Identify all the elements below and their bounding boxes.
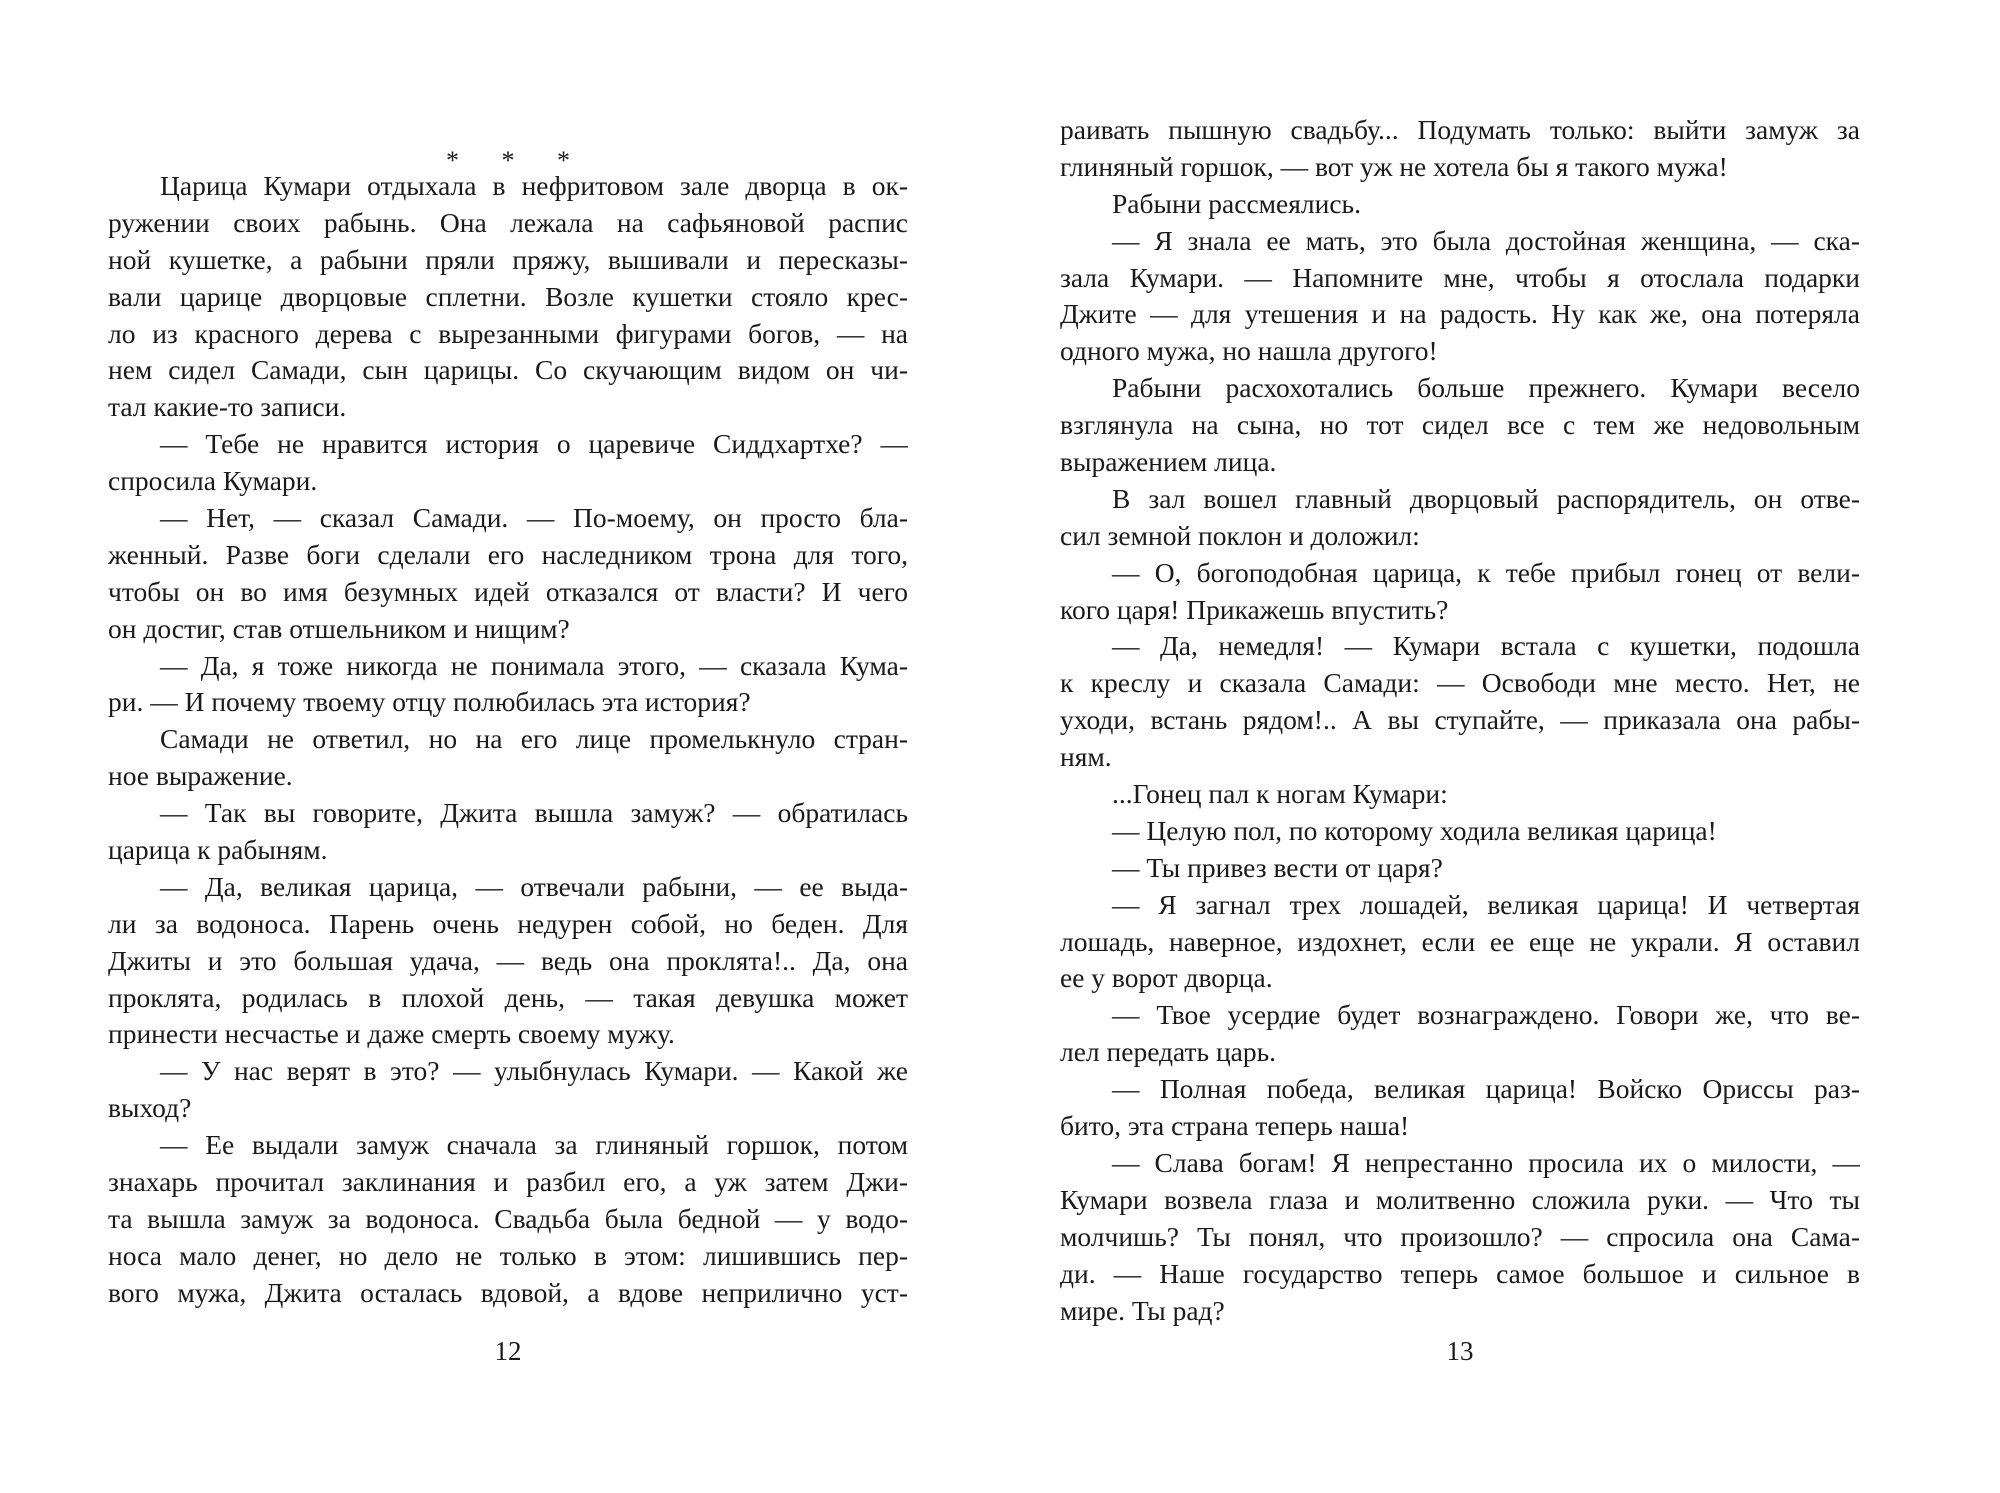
text-line: та вышла замуж за водоноса. Свадьба была бедной — у водо- [108, 1202, 908, 1234]
text-line: В зал вошел главный дворцовый распорядитель, он отве- [1112, 482, 1860, 514]
text-line: зала Кумари. — Напомните мне, чтобы я отослала подарки [1060, 261, 1860, 293]
text-line: выражением лица. [1060, 446, 1277, 478]
text-line: лел передать царь. [1060, 1036, 1277, 1068]
text-line: — Твое усердие будет вознаграждено. Говори же, что ве- [1112, 999, 1860, 1031]
text-line: ли за водоноса. Парень очень недурен собой, но беден. Для [108, 907, 908, 939]
text-line: вали царице дворцовые сплетни. Возле кушетки стояло крес- [108, 280, 908, 312]
text-line: вого мужа, Джита осталась вдовой, а вдове неприлично уст- [108, 1276, 908, 1308]
text-line: одного мужа, но нашла другого! [1060, 335, 1438, 367]
text-line: знахарь прочитал заклинания и разбил его, а уж затем Джи- [108, 1166, 908, 1198]
text-line: — Я загнал трех лошадей, великая царица! И четвертая [1112, 888, 1860, 920]
text-line: Царица Кумари отдыхала в нефритовом зале дворца в ок- [160, 170, 908, 201]
page-number-right: 13 [1446, 1336, 1474, 1366]
text-line: бито, эта страна теперь наша! [1060, 1110, 1410, 1142]
text-line: ное выражение. [108, 760, 293, 792]
page-number-left: 12 [494, 1336, 522, 1366]
text-line: — О, богоподобная царица, к тебе прибыл гонец от вели- [1112, 556, 1860, 588]
text-line: — Ты привез вести от царя? [1112, 851, 1443, 883]
text-line: молчишь? Ты понял, что произошло? — спросила она Сама- [1060, 1220, 1860, 1252]
text-line: — Слава богам! Я непрестанно просила их о милости, — [1112, 1146, 1860, 1178]
text-line: к креслу и сказала Самади: — Освободи мне место. Нет, не [1060, 667, 1860, 699]
text-line: Рабыни расхохотались больше прежнего. Кумари весело [1112, 372, 1860, 404]
text-line: ...Гонец пал к ногам Кумари: [1112, 778, 1448, 810]
text-line: — Полная победа, великая царица! Войско Ориссы раз- [1112, 1073, 1860, 1105]
text-line: уходи, встань рядом!.. А вы ступайте, — приказала она рабы- [1060, 704, 1860, 736]
text-line: выход? [108, 1092, 192, 1124]
text-line: глиняный горшок, — вот уж не хотела бы я такого мужа! [1060, 150, 1728, 182]
text-line: проклята, родилась в плохой день, — такая девушка может [108, 981, 908, 1013]
text-line: принести несчастье и даже смерть своему мужу. [108, 1018, 675, 1050]
section-separator: * * * [446, 146, 588, 175]
text-line: — Я знала ее мать, это была достойная женщина, — ска- [1112, 224, 1860, 256]
text-line: мире. Ты рад? [1060, 1294, 1225, 1326]
text-line: — Тебе не нравится история о царевиче Сиддхартхе? — [160, 428, 908, 460]
text-line: тал какие-то записи. [108, 391, 347, 423]
left-page [108, 0, 908, 1493]
text-line: — Так вы говорите, Джита вышла замуж? — обратилась [160, 797, 908, 829]
text-line: — У нас верят в это? — улыбнулась Кумари. — Какой же [160, 1055, 908, 1087]
text-line: ло из красного дерева с вырезанными фигурами богов, — на [108, 317, 908, 349]
text-line: — Да, немедля! — Кумари встала с кушетки, подошла [1112, 630, 1860, 662]
text-line: ди. — Наше государство теперь самое большое и сильное в [1060, 1257, 1860, 1289]
text-line: кого царя! Прикажешь впустить? [1060, 593, 1449, 625]
text-line: спросила Кумари. [108, 465, 318, 497]
text-line: ной кушетке, а рабыни пряли пряжу, вышивали и пересказы- [108, 243, 908, 275]
text-line: — Да, я тоже никогда не понимала этого, — сказала Кума- [160, 649, 908, 681]
text-line: — Ее выдали замуж сначала за глиняный горшок, потом [160, 1129, 908, 1161]
text-line: лошадь, наверное, издохнет, если ее еще не украли. Я оставил [1060, 925, 1860, 957]
text-line: ружении своих рабынь. Она лежала на сафьяновой распис [108, 206, 908, 238]
text-line: Рабыни рассмеялись. [1112, 187, 1361, 219]
text-line: ри. — И почему твоему отцу полюбилась эта история? [108, 686, 751, 718]
text-line: сил земной поклон и доложил: [1060, 519, 1420, 551]
text-line: ням. [1060, 741, 1112, 773]
text-line: Джиты и это большая удача, — ведь она проклята!.. Да, она [108, 944, 908, 976]
text-line: нем сидел Самади, сын царицы. Со скучающим видом он чи- [108, 354, 908, 386]
text-line: чтобы он во имя безумных идей отказался от власти? И чего [108, 575, 908, 607]
text-line: — Да, великая царица, — отвечали рабыни, — ее выда- [160, 870, 908, 902]
text-line: носа мало денег, но дело не только в этом: лишившись пер- [108, 1239, 908, 1271]
text-line: — Нет, — сказал Самади. — По-моему, он просто бла- [160, 502, 908, 534]
text-line: Самади не ответил, но на его лице промелькнуло стран- [160, 723, 908, 755]
left-page-text [108, 168, 908, 1312]
text-line: ее у ворот дворца. [1060, 962, 1273, 994]
text-line: женный. Разве боги сделали его наследником трона для того, [108, 538, 908, 570]
text-line: Джите — для утешения и на радость. Ну как же, она потеряла [1060, 298, 1860, 330]
text-line: царица к рабыням. [108, 834, 328, 866]
text-line: — Целую пол, по которому ходила великая царица! [1112, 814, 1717, 846]
text-line: Кумари возвела глаза и молитвенно сложила руки. — Что ты [1060, 1183, 1860, 1215]
right-page [1060, 0, 1860, 1493]
right-page-text [1060, 112, 1860, 1329]
text-line: взглянула на сына, но тот сидел все с тем же недовольным [1060, 409, 1860, 441]
text-line: раивать пышную свадьбу... Подумать только: выйти замуж за [1060, 114, 1860, 145]
text-line: он достиг, став отшельником и нищим? [108, 612, 570, 644]
